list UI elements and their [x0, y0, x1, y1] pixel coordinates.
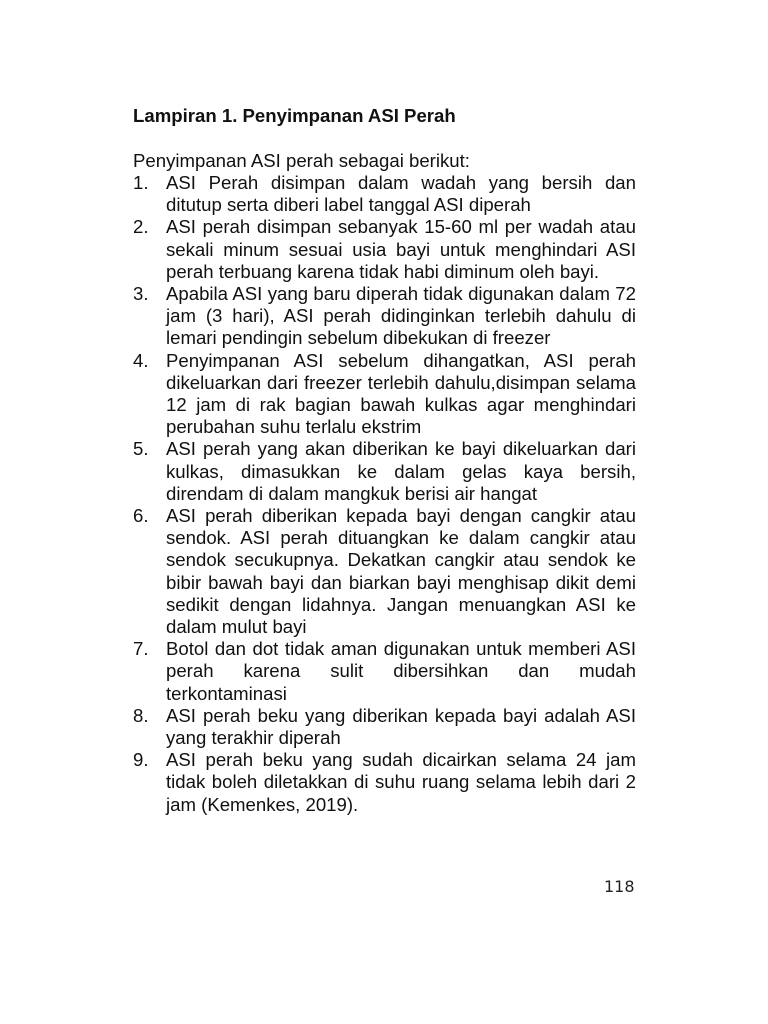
list-item — [133, 216, 636, 283]
item-text: ASI perah diberikan kepada bayi dengan cangkir atau sendok. ASI perah dituangkan ke dalam cangkir atau sendok secukupnya. Dekatkan cangkir atau sendok ke bibir bawah bayi dan biarkan bayi menghisap dikit demi sedikit dengan lidahnya. Jangan menuangkan ASI ke dalam mulut bayi — [166, 505, 636, 638]
item-number: 4. — [133, 349, 149, 371]
item-number: 8. — [133, 704, 149, 726]
list-item — [133, 638, 636, 705]
item-text: Botol dan dot tidak aman digunakan untuk memberi ASI perah karena sulit dibersihkan dan mudah terkontaminasi — [166, 638, 636, 704]
list-item — [133, 505, 636, 638]
item-text: ASI perah beku yang sudah dicairkan selama 24 jam tidak boleh diletakkan di suhu ruang selama lebih dari 2 jam (Kemenkes, 2019). — [166, 749, 636, 815]
item-text: Penyimpanan ASI sebelum dihangatkan, ASI perah dikeluarkan dari freezer terlebih dahulu,disimpan selama 12 jam di rak bagian bawah kulkas agar menghindari perubahan suhu terlalu ekstrim — [166, 349, 636, 438]
item-text: ASI perah yang akan diberikan ke bayi dikeluarkan dari kulkas, dimasukkan ke dalam gelas kaya bersih, direndam di dalam mangkuk berisi air hangat — [166, 438, 636, 504]
list-item — [133, 283, 636, 350]
item-number: 5. — [133, 438, 149, 460]
storage-steps-list — [133, 172, 636, 816]
intro-text: Penyimpanan ASI perah sebagai berikut: — [133, 150, 470, 171]
list-item — [133, 749, 636, 816]
item-number: 6. — [133, 505, 149, 527]
item-number: 3. — [133, 283, 149, 305]
item-number: 7. — [133, 638, 149, 660]
item-number: 1. — [133, 172, 149, 193]
list-item — [133, 438, 636, 505]
item-number: 9. — [133, 749, 149, 771]
list-item — [133, 705, 636, 749]
page-title: Lampiran 1. Penyimpanan ASI Perah — [133, 105, 456, 126]
item-text: Apabila ASI yang baru diperah tidak digunakan dalam 72 jam (3 hari), ASI perah didinginkan terlebih dahulu di lemari pendingin sebelum dibekukan di freezer — [166, 283, 636, 349]
item-text: ASI Perah disimpan dalam wadah yang bersih dan ditutup serta diberi label tanggal ASI diperah — [166, 172, 636, 216]
list-item — [133, 350, 636, 439]
item-number: 2. — [133, 216, 149, 238]
list-item — [133, 172, 636, 216]
item-text: ASI perah disimpan sebanyak 15-60 ml per wadah atau sekali minum sesuai usia bayi untuk menghindari ASI perah terbuang karena tidak habi diminum oleh bayi. — [166, 216, 636, 282]
page-number: 118 — [604, 877, 635, 896]
item-text: ASI perah beku yang diberikan kepada bayi adalah ASI yang terakhir diperah — [166, 704, 636, 749]
